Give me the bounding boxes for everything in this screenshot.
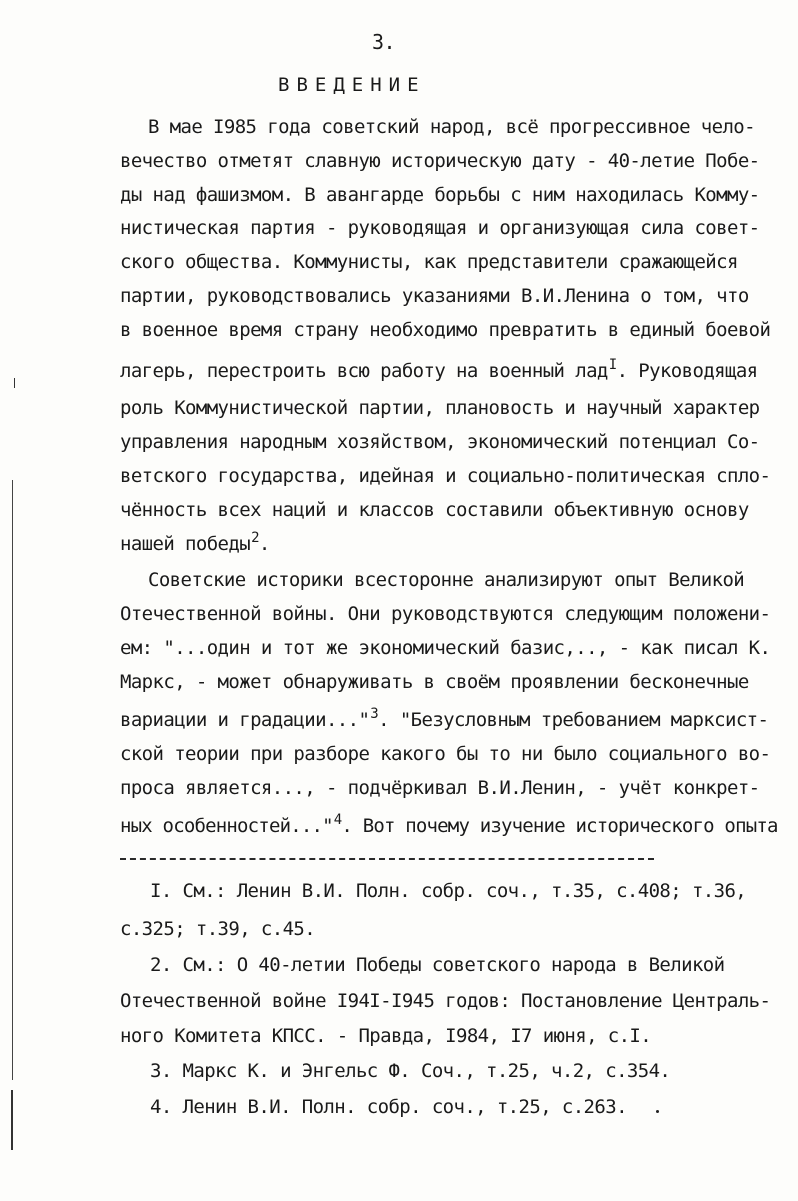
body-line-12: чённость всех наций и классов составили объективную основу	[120, 499, 749, 521]
body-line-9: роль Коммунистической партии, плановость и научный характер	[120, 397, 760, 419]
body-line-21	[120, 812, 778, 837]
body-line-11: ветского государства, идейная и социально-политическая спло-	[120, 465, 771, 487]
body-line-19: ской теории при разборе какого бы то ни было социального во-	[120, 743, 771, 765]
body-line-6: партии, руководствовались указаниями В.И.Ленина о том, что	[120, 285, 749, 307]
footnote-ref: 2	[251, 530, 259, 546]
body-line-15: Отечественной войны. Они руководствуются следующим положени-	[120, 603, 771, 625]
body-line-10: управления народным хозяйством, экономический потенциал Со-	[120, 431, 760, 453]
body-line-5: ского общества. Коммунисты, как представители сражающейся	[120, 251, 738, 273]
footnote-line-4: Отечественной войне I94I-I945 годов: Постановление Централь-	[120, 990, 771, 1012]
body-line-7: в военное время страну необходимо превратить в единый боевой	[120, 319, 771, 341]
margin-mark	[12, 480, 13, 1080]
footnote-line-5: ного Комитета КПСС. - Правда, I984, I7 июня, с.I.	[120, 1025, 652, 1047]
text-segment: нашей победы	[120, 533, 251, 555]
footnote-ref: 3	[370, 706, 379, 722]
footnote-ref: I	[608, 357, 617, 373]
margin-mark	[14, 378, 15, 388]
body-line-3: ды над фашизмом. В авангарде борьбы с ним находилась Комму-	[120, 184, 760, 206]
text-segment: . "Безусловным требованием марксист-	[378, 709, 769, 731]
body-line-14: Советские историки всесторонне анализируют опыт Великой	[148, 569, 745, 591]
body-line-20: проса является..., - подчёркивал В.И.Ленин, - учёт конкрет-	[120, 777, 760, 799]
footnote-divider	[120, 858, 654, 860]
body-line-16: ем: "...один и тот же экономический базис,.., - как писал К.	[120, 637, 771, 659]
body-line-18	[120, 706, 769, 731]
text-segment: лагерь, перестроить всю работу на военный лад	[120, 360, 608, 382]
footnote-line-2: с.325; т.39, с.45.	[120, 918, 316, 940]
footnote-line-1: I. См.: Ленин В.И. Полн. собр. соч., т.35, с.408; т.36,	[150, 880, 747, 902]
text-segment: . Руководящая	[616, 360, 758, 382]
footnote-line-3: 2. См.: О 40-летии Победы советского народа в Великой	[150, 954, 725, 976]
page-number: 3.	[372, 30, 395, 54]
body-line-13	[120, 530, 270, 555]
section-heading: ВВЕДЕНИЕ	[278, 74, 426, 96]
body-line-2: вечество отметят славную историческую дату - 40-летие Побе-	[120, 150, 760, 172]
body-line-8	[120, 357, 758, 382]
text-segment: .	[258, 533, 270, 555]
text-segment: . Вот почему изучение исторического опыта	[341, 815, 778, 837]
body-line-17: Маркс, - может обнаруживать в своём проявлении бесконечные	[120, 671, 749, 693]
body-line-4: нистическая партия - руководящая и организующая сила совет-	[120, 217, 760, 239]
footnote-ref: 4	[333, 812, 342, 828]
margin-mark	[11, 1090, 13, 1150]
text-segment: вариации и градации..."	[120, 709, 370, 731]
body-line-1: В мае I985 года советский народ, всё прогрессивное чело-	[148, 116, 755, 138]
footnote-line-6: 3. Маркс К. и Энгельс Ф. Соч., т.25, ч.2, с.354.	[150, 1060, 671, 1082]
footnote-line-7: 4. Ленин В.И. Полн. собр. соч., т.25, с.263.	[150, 1096, 627, 1118]
scan-dot	[656, 1110, 659, 1113]
text-segment: ных особенностей..."	[120, 815, 333, 837]
